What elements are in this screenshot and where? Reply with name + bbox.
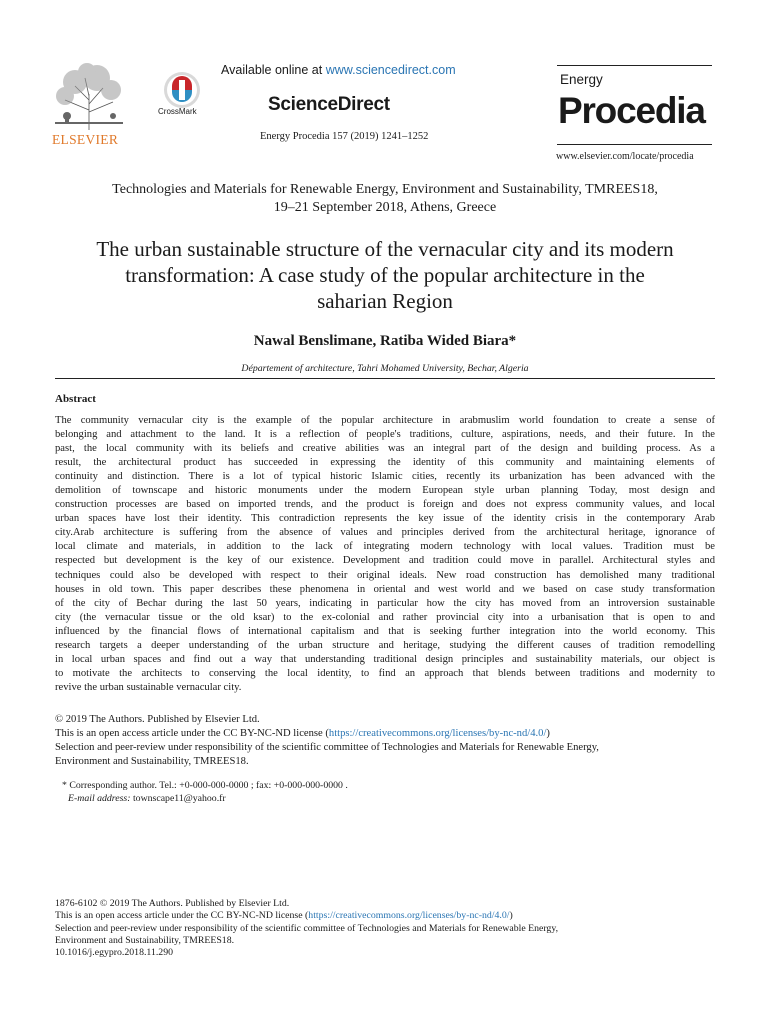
abstract-heading: Abstract (55, 393, 96, 405)
abstract-body (55, 414, 715, 695)
footer-license-suffix: ) (509, 910, 513, 922)
title-line: The urban sustainable structure of the vernacular city and its modern (96, 237, 674, 261)
license-link[interactable]: https://creativecommons.org/licenses/by-nc-nd/4.0/ (328, 728, 547, 740)
abstract-line: local climate and materials, in addition to the lack of integrating modern technology with local values. Tradition must be (55, 541, 715, 553)
journal-name-small: Energy (560, 72, 603, 87)
journal-url[interactable]: www.elsevier.com/locate/procedia (556, 151, 694, 162)
abstract-line: respected but development is the key of our existence. Development and tradition could move in parallel. Architectural styles and (55, 555, 715, 567)
available-prefix: Available online at (221, 63, 326, 77)
abstract-line: continuity and distinction. There is a lot of typical historic Islamic cities, recently its urbanization has been advanced with the (55, 471, 715, 483)
license-suffix: ) (546, 728, 550, 740)
abstract-line: influenced by the financial flows of international capitalism and that is seeking further integration into the world economy. This (55, 625, 715, 637)
issn-line: 1876-6102 © 2019 The Authors. Published by Elsevier Ltd. (55, 898, 290, 909)
publisher-name: ELSEVIER (52, 132, 119, 147)
peer-review-line: Environment and Sustainability, TMREES18. (55, 756, 249, 768)
email-line (68, 793, 226, 804)
conference-line: 19–21 September 2018, Athens, Greece (273, 200, 497, 215)
footer-peer-review-line: Environment and Sustainability, TMREES18. (55, 934, 235, 946)
doi[interactable]: 10.1016/j.egypro.2018.11.290 (55, 947, 174, 959)
divider (55, 378, 715, 379)
footer-license-prefix: This is an open access article under the CC BY-NC-ND license ( (55, 910, 309, 922)
journal-citation: Energy Procedia 157 (2019) 1241–1252 (260, 131, 429, 142)
sciencedirect-brand: ScienceDirect (268, 94, 390, 115)
abstract-line: result, the architectural product has succeeded in expressing the identity of this community and maintaining elements of (55, 457, 715, 469)
authors: Nawal Benslimane, Ratiba Wided Biara* (253, 333, 517, 349)
sciencedirect-link[interactable]: www.sciencedirect.com (325, 63, 456, 77)
page-footer (55, 898, 715, 959)
abstract-line: of the city of Bechar during the last 50 years, indicating in particular how the city has moved from an introversion sustainable (55, 597, 715, 609)
footer-peer-review-line: Selection and peer-review under responsibility of the scientific committee of Technologies and Materials for Renewable Energy, (55, 922, 559, 934)
abstract-line: construction processes are based on imported trends, and the product is foreign and does not express community values, and local (55, 499, 715, 511)
conference-info (40, 181, 730, 217)
footer-license-link[interactable]: https://creativecommons.org/licenses/by-nc-nd/4.0/ (308, 910, 510, 922)
email-label: E-mail address: (68, 793, 131, 804)
available-online (221, 63, 456, 77)
copyright-line: © 2019 The Authors. Published by Elsevier Ltd. (55, 714, 260, 725)
affiliation: Département of architecture, Tahri Mohamed University, Bechar, Algeria (241, 363, 529, 374)
footer-license-line (55, 910, 715, 922)
abstract-line: research targets a deeper understanding of the urban structure and heritage, studying the different causes of tradition remodelling (55, 639, 715, 651)
abstract-line: city.Arab architecture is suffering from the absence of values and principles derived from the architectural heritage, ignorance of (55, 527, 715, 539)
abstract-line: in local urban spaces and find out a way that understanding traditional design principles and sustainability materials, our object is (55, 653, 715, 665)
conference-line: Technologies and Materials for Renewable Energy, Environment and Sustainability, TMREES18, (112, 182, 658, 197)
crossmark-label: CrossMark (158, 107, 197, 116)
abstract-line: city (the vernacular tissue or the old ksar) to the ex-colonial and rather provincial city into a urbanisation that is open to and (55, 611, 715, 623)
peer-review-line: Selection and peer-review under responsibility of the scientific committee of Technologies and Materials for Renewable Energy, (55, 742, 599, 754)
license-prefix: This is an open access article under the CC BY-NC-ND license ( (55, 728, 329, 740)
abstract-line: The community vernacular city is the example of the popular architecture in arabmuslim world foundation to create a sense of (55, 415, 715, 426)
abstract-line: revive the urban sustainable vernacular city. (55, 681, 242, 693)
abstract-line: to motivate the architects to conserving the local identity, to find an approach that blends between traditions and modernity to (55, 667, 715, 679)
email-address[interactable]: townscape11@yahoo.fr (130, 793, 226, 804)
abstract-line: demolition of townscape and historic monuments under the modern European style urban planning Today, most design and (55, 485, 715, 497)
abstract-line: urban spaces have lost their identity. This contradiction represents the key issue of the identity crisis in the contemporary Arab (55, 513, 715, 525)
journal-name-large: Procedia (558, 90, 705, 131)
abstract-line: techniques could also be developed with respect to their original ideals. New road construction has demolished many traditional (55, 569, 715, 581)
copyright-block (55, 713, 715, 769)
abstract-line: belonging and attachment to the land. It is a reflection of people's traditions, culture, aspirations, needs, and their future. In the (55, 429, 715, 441)
article-title (45, 236, 725, 314)
abstract-line: past, the local community with its beliefs and creative abilities was an integral part of the design and building process. As a (55, 443, 715, 455)
title-line: transformation: A case study of the popular architecture in the (125, 263, 645, 287)
title-line: saharian Region (317, 289, 453, 313)
license-line (55, 727, 715, 741)
abstract-line: houses in old town. This paper describes these phenomena in oriental and west world and we based on case study transformation (55, 583, 715, 595)
corresponding-author: * Corresponding author. Tel.: +0-000-000-0000 ; fax: +0-000-000-0000 . (62, 780, 348, 791)
